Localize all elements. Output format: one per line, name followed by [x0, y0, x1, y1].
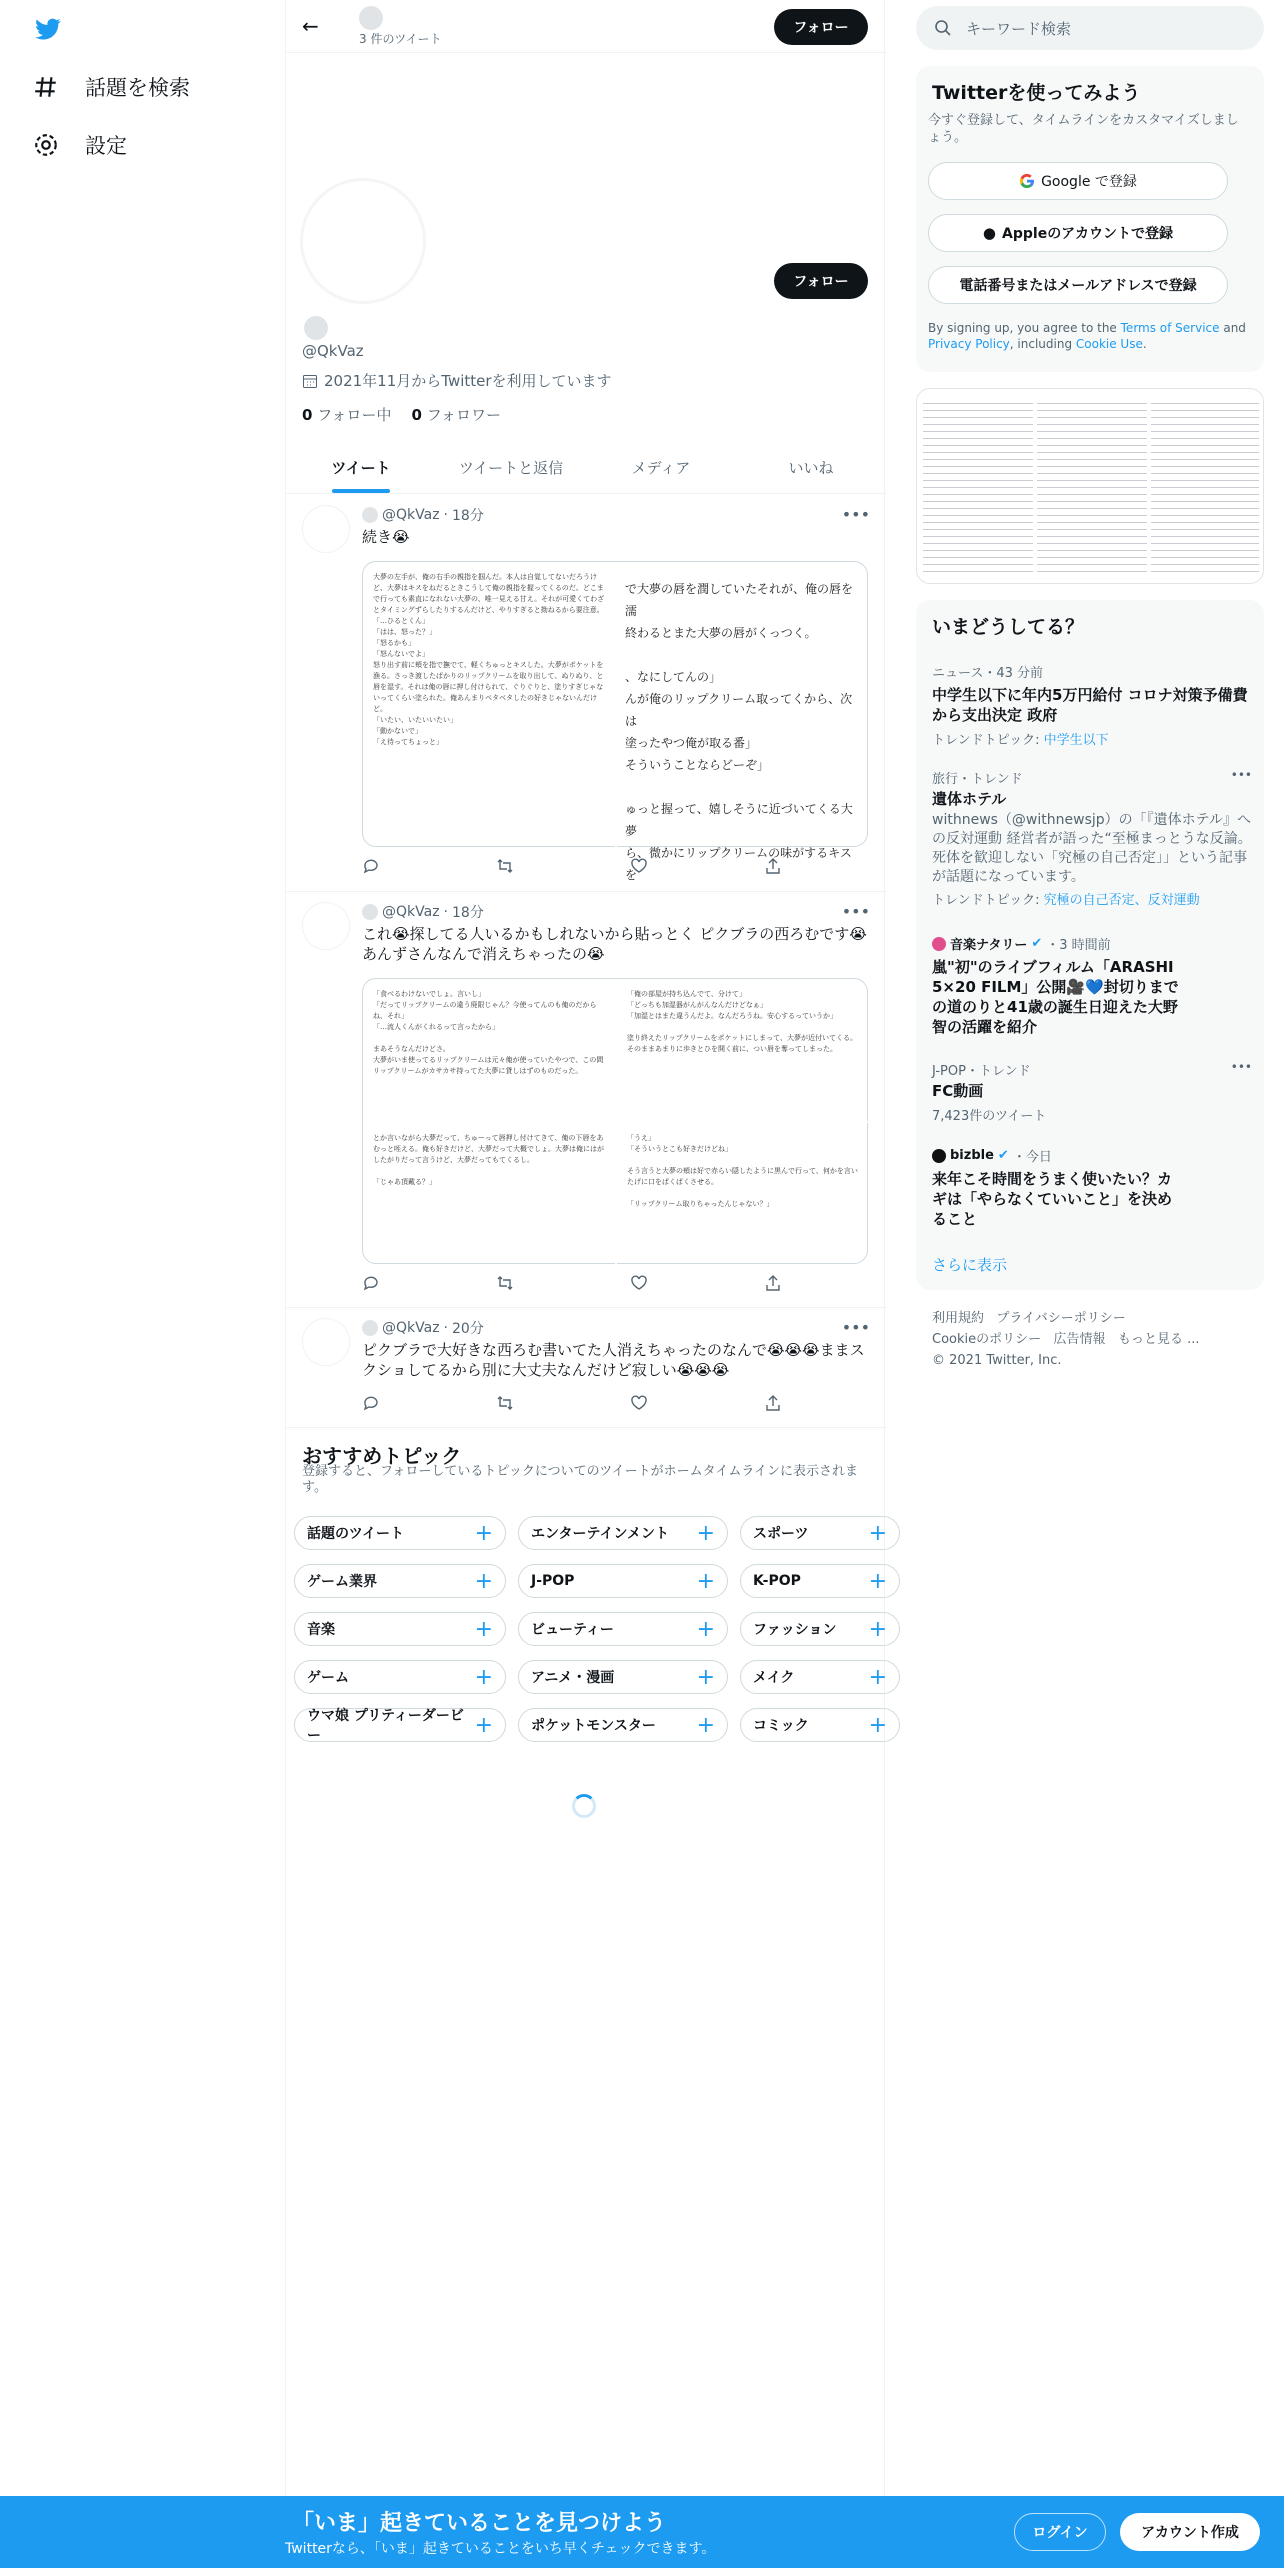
trend-source: 音楽ナタリー [950, 938, 1028, 953]
tweet-avatar[interactable] [302, 505, 350, 553]
apple-icon: ● [982, 224, 997, 242]
profile-tabs [286, 441, 886, 494]
plus-icon: + [868, 1664, 887, 1690]
trend-item[interactable]: 音楽ナタリー ✔ ・3 時間前 嵐"初"のライブフィルム「ARASHI 5×20 FILM」公開🎥💙封切りまでの道のりと41歳の誕生日迎えた大野智の活躍を紹介 [932, 934, 1252, 1037]
terms-notice: By signing up, you agree to the Terms of Service and Privacy Policy, including Cookie Use. [928, 321, 1246, 351]
nav-settings-label: 設定 [85, 134, 127, 158]
tweet-actions [362, 857, 782, 875]
tweet-time[interactable]: 18分 [452, 508, 484, 524]
more-icon[interactable]: ••• [841, 902, 870, 921]
joined-text: 2021年11月からTwitterを利用しています [324, 372, 612, 390]
topic-chip[interactable]: 話題のツイート + [294, 1516, 506, 1550]
plus-icon: + [474, 1712, 493, 1738]
topic-chip[interactable]: ウマ娘 プリティーダービー + [294, 1708, 506, 1742]
search-icon [934, 19, 952, 37]
followers-label: フォロワー [426, 406, 501, 424]
gallery-image[interactable] [1037, 397, 1147, 577]
tweet-actions [362, 1394, 782, 1412]
trend-topic-link[interactable]: 究極の自己否定、反対運動 [1043, 893, 1200, 908]
profile-handle: @QkVaz [302, 342, 364, 360]
tweet-handle[interactable]: @QkVaz [382, 904, 440, 920]
plus-icon: + [696, 1520, 715, 1546]
signup-title: Twitterを使ってみよう [932, 82, 1141, 104]
like-icon[interactable] [630, 1394, 648, 1412]
calendar-icon [302, 373, 318, 389]
like-icon[interactable] [630, 1274, 648, 1292]
twitter-logo-icon[interactable] [33, 16, 63, 42]
login-button[interactable]: ログイン [1014, 2513, 1106, 2551]
topic-chip[interactable]: ゲーム + [294, 1660, 506, 1694]
media-image-2: 「俺の部屋が持ち込んでて、分けて」 「どっちも加湿器がんがんなんだけどなぁ」 「加湿とはまた違うんだよ。なんだろうね。安心するっていうか」 塗り終えたリップクリームをポケットにしまって、大夢が近付いてくる。そのままあまりに歩きとひを開く前に、つい唇を奪ってしまった。 [627, 990, 858, 1053]
plus-icon: + [474, 1664, 493, 1690]
footer-link[interactable]: 利用規約 [932, 1311, 985, 1326]
trend-desc: withnews（@withnewsjp）の「『遺体ホテル』への反対運動 経営者が語った“至極まっとうな反論。 死体を歓迎しない「究極の自己否定」」という記事が話題になっています。 [932, 812, 1252, 885]
share-icon[interactable] [764, 1394, 782, 1412]
tweet-time[interactable]: 18分 [452, 905, 484, 921]
header-follow-button[interactable]: フォロー [774, 9, 868, 45]
trends-title: いまどうしてる？ [932, 616, 1085, 638]
tweet-avatar[interactable] [302, 902, 350, 950]
followers-count: 0 [411, 406, 422, 424]
bottom-signup-bar [0, 2496, 1284, 2568]
google-signup-button[interactable] [928, 162, 1228, 200]
media-image-1: 「食べるわけないでしょ。言いし」 「だってリップクリームの違う廃限じゃん？今使ってんのも俺のだからね、それ」 「…流人くんがくれるって言ったから」 まあそうなんだけどさ。 大夢がいま使ってるリップクリームは元々俺が使っていたやつで、この間リップクリームがカサカサ持ってた大夢に貸しはずのものだった。 [373, 990, 604, 1075]
tweet-header: @QkVaz · 18分 [362, 902, 484, 922]
footer-link[interactable]: プライバシーポリシー [996, 1311, 1126, 1326]
media-image-right: で大夢の唇を潤していたそれが、俺の唇を濡 終わるとまた大夢の唇がくっつく。 、なにしてんの」 んが俺のリップクリーム取ってくから、次は 塗ったやつ俺が取る番」 そういうことならどーぞ」 ゅっと握って、嬉しそうに近づいてくる大夢 ら、微かにリップクリームの味がするキスを [625, 582, 854, 882]
show-more-link[interactable]: さらに表示 [932, 1256, 1008, 1274]
name-placeholder [362, 507, 378, 523]
apple-signup-button[interactable] [928, 214, 1228, 252]
joined-date [302, 370, 612, 391]
share-icon[interactable] [764, 857, 782, 875]
topic-chip[interactable]: ビューティー + [518, 1612, 728, 1646]
tweet-count: 3 件のツイート [359, 32, 442, 46]
trend-item[interactable] [932, 1060, 1252, 1124]
back-arrow-icon[interactable]: ← [302, 14, 319, 38]
nav-settings[interactable] [33, 130, 127, 160]
following-link[interactable] [302, 404, 391, 425]
topics-desc: 登録すると、フォローしているトピックについてのツイートがホームタイムラインに表示されます。 [302, 1464, 859, 1495]
tweet-header: @QkVaz · 18分 [362, 505, 484, 525]
plus-icon: + [696, 1568, 715, 1594]
reply-icon[interactable] [362, 857, 380, 875]
terms-link[interactable]: Terms of Service [1120, 321, 1220, 335]
retweet-icon[interactable] [496, 1274, 514, 1292]
media-image-left: 大夢の左手が、俺の右手の親指を掴んだ。本人は自覚してないだろうけど、大夢はキスをねだるときこうして俺の親指を握ってくるのだ。どこまで行っても素直になれない大夢の、唯一見える甘え。それが可愛くてわざとタイミングずらしたりするんだけど、やりすぎると拗ねるから要注意。 「…ひるとくん」 「はは、怒った？」 「怒るかも」 「怒んないでよ」 怒り出す前に頬を指で撫でて、軽くちゅっとキスした。大夢がポケットを漁る。さっき渡したばかりのリップクリームを取り出して、ぬりぬり、と唇を湿す。それは俺の唇に押し付けられて、ぐりぐりと、塗りすぎじゃないってくらい塗られた。俺あんまりベタベタしたの好きじゃないんだけど。 「いたい、いたいいたい」 「動かないで」 「え待ってちょっと」 [373, 573, 605, 746]
name-placeholder [362, 904, 378, 920]
following-count: 0 [302, 406, 313, 424]
signup-button[interactable]: アカウント作成 [1120, 2513, 1260, 2551]
follow-stats [302, 404, 501, 425]
topic-chip[interactable]: スポーツ + [740, 1516, 900, 1550]
more-icon[interactable]: ••• [841, 1318, 870, 1337]
topic-chip[interactable]: ポケットモンスター + [518, 1708, 728, 1742]
tab-tweets-replies[interactable]: ツイートと返信 [458, 458, 564, 477]
phone-signup-label: 電話番号またはメールアドレスで登録 [959, 278, 1197, 294]
like-icon[interactable] [630, 857, 648, 875]
plus-icon: + [696, 1664, 715, 1690]
plus-icon: + [474, 1568, 493, 1594]
privacy-link[interactable]: Privacy Policy [928, 337, 1010, 351]
media-image-4: 「うえ」 「そういうとこも好きだけどね」 そう言うと大夢の頬は好で赤らい隠したように黒んで行って、何かを言いたげに口をぱくぱくさせる。 「リップクリーム取りちゃったんじゃない？」 [627, 1134, 858, 1208]
name-placeholder [362, 1320, 378, 1336]
trend-meta: J-POP・トレンド [932, 1064, 1031, 1079]
plus-icon: + [474, 1520, 493, 1546]
trend-title: FC動画 [932, 1082, 984, 1100]
footer-links [932, 1308, 1252, 1371]
tweet[interactable] [286, 495, 886, 892]
tweet-text: 続き😭 [362, 528, 410, 546]
tweet-actions [362, 1274, 782, 1292]
nav-explore[interactable] [33, 72, 190, 102]
topic-chip[interactable]: アニメ・漫画 + [518, 1660, 728, 1694]
media-image-3: とか言いながら大夢だって、ちゅーって唇押し付けてきて、俺の下唇をあむっと咥える。俺も好きだけど、大夢だって大概でしょ。大夢は俺にはがしたがりだって言うけど、大夢だってもてくるし。 「じゃあ頂戴る？」 [373, 1134, 604, 1186]
cookie-link[interactable]: Cookie Use [1075, 337, 1143, 351]
footer-link[interactable]: もっと見る ... [1117, 1332, 1200, 1347]
plus-icon: + [868, 1712, 887, 1738]
source-avatar [932, 937, 946, 951]
tweet[interactable] [286, 892, 886, 1308]
trend-title: 来年こそ時間をうまく使いたい？カギは「やらなくていいこと」を決めること [932, 1170, 1173, 1228]
topic-chip[interactable]: メイク + [740, 1660, 900, 1694]
more-icon[interactable]: ••• [1230, 768, 1252, 782]
tweet-handle[interactable]: @QkVaz [382, 1320, 440, 1336]
trend-topic-link[interactable]: 中学生以下 [1043, 733, 1109, 748]
topics-grid [286, 1516, 887, 1756]
plus-icon: + [868, 1616, 887, 1642]
trend-item[interactable]: bizble ✔ ・今日 来年こそ時間をうまく使いたい？カギは「やらなくていいこと」を決めること [932, 1146, 1252, 1229]
topic-chip[interactable]: ファッション + [740, 1612, 900, 1646]
footer-link[interactable]: Cookieのポリシー [932, 1332, 1042, 1347]
tweet-media[interactable] [362, 561, 868, 882]
trend-source: bizble [950, 1148, 994, 1163]
tweet-text: ピクブラで大好きな西ろむ書いてた人消えちゃったのなんで😭😭😭ままスクショしてるから別に大丈夫なんだけど寂しい😭😭😭 [362, 1341, 865, 1379]
signup-box [916, 66, 1264, 372]
trends-box [916, 600, 1264, 1290]
plus-icon: + [696, 1616, 715, 1642]
trend-title: 嵐"初"のライブフィルム「ARASHI 5×20 FILM」公開🎥💙封切りまでの道のりと41歳の誕生日迎えた大野智の活躍を紹介 [932, 958, 1179, 1036]
plus-icon: + [474, 1616, 493, 1642]
plus-icon: + [868, 1568, 887, 1594]
retweet-icon[interactable] [496, 1394, 514, 1412]
follow-button[interactable]: フォロー [774, 263, 868, 299]
trend-item[interactable]: ニュース・43 分前 中学生以下に年内5万円給付 コロナ対策予備費から支出決定 政府 トレンドトピック: 中学生以下 [932, 662, 1252, 748]
trend-title: 遺体ホテル [932, 790, 1007, 808]
tweet-media[interactable] [362, 978, 868, 1264]
bottom-title: 「いま」起きていることを見つけよう [292, 2511, 667, 2536]
tweet-handle[interactable]: @QkVaz [382, 507, 440, 523]
main-column [285, 0, 885, 2500]
signup-desc: 今すぐ登録して、タイムラインをカスタマイズしましょう。 [928, 113, 1239, 145]
loading-spinner [572, 1794, 596, 1818]
topic-chip[interactable]: K-POP + [740, 1564, 900, 1598]
profile-header-bar [286, 0, 886, 53]
tab-tweets[interactable]: ツイート [286, 441, 436, 493]
more-icon[interactable]: ••• [1230, 1060, 1252, 1074]
bottom-subtitle: Twitterなら、「いま」起きていることをいち早くチェックできます。 [285, 2541, 716, 2557]
search-placeholder: キーワード検索 [966, 19, 1072, 38]
tweet-avatar[interactable] [302, 1318, 350, 1366]
share-icon[interactable] [764, 1274, 782, 1292]
followers-link[interactable] [411, 404, 500, 425]
apple-signup-label: Appleのアカウントで登録 [1002, 226, 1174, 242]
reply-icon[interactable] [362, 1274, 380, 1292]
topic-chip[interactable]: J-POP + [518, 1564, 728, 1598]
search-input[interactable] [916, 6, 1264, 50]
tab-media[interactable]: メディア [631, 458, 691, 477]
tweet[interactable] [286, 1308, 886, 1428]
media-gallery[interactable] [916, 388, 1264, 584]
topic-chip[interactable]: コミック + [740, 1708, 900, 1742]
nav-explore-label: 話題を検索 [85, 76, 190, 100]
gallery-image[interactable] [923, 397, 1033, 577]
trend-tweet-count: 7,423件のツイート [932, 1109, 1047, 1124]
tweet-time[interactable]: 20分 [452, 1321, 484, 1337]
trend-meta: ニュース・43 分前 [932, 666, 1044, 681]
phone-email-signup-button[interactable] [928, 266, 1228, 304]
copyright: © 2021 Twitter, Inc. [932, 1353, 1062, 1368]
retweet-icon[interactable] [496, 857, 514, 875]
hashtag-icon [33, 74, 59, 100]
display-name-placeholder [304, 316, 328, 340]
more-icon[interactable]: ••• [841, 505, 870, 524]
following-label: フォロー中 [317, 406, 392, 424]
tab-likes[interactable]: いいね [788, 458, 834, 477]
verified-icon: ✔ [1031, 936, 1043, 951]
gear-icon [33, 132, 59, 158]
footer-link[interactable]: 広告情報 [1053, 1332, 1106, 1347]
trend-item[interactable]: 旅行・トレンド ••• 遺体ホテル withnews（@withnewsjp）の「『遺体ホテル』への反対運動 経営者が語った“至極まっとうな反論。 死体を歓迎しない「究極の自己否定」」という記事が話題になっています。 トレンドトピック: 究極の自己否定、反対運動 [932, 768, 1252, 908]
topic-chip[interactable]: エンターテインメント + [518, 1516, 728, 1550]
plus-icon: + [696, 1712, 715, 1738]
google-icon [1019, 173, 1035, 189]
trend-title: 中学生以下に年内5万円給付 コロナ対策予備費から支出決定 政府 [932, 686, 1248, 724]
topics-title: おすすめトピック [302, 1444, 462, 1468]
source-avatar [932, 1149, 946, 1163]
topic-chip[interactable]: 音楽 + [294, 1612, 506, 1646]
topic-chip[interactable]: ゲーム業界 + [294, 1564, 506, 1598]
tweet-text: これ😭探してる人いるかもしれないから貼っとく ピクブラの西ろむです😭あんずさんなんで消えちゃったの😭 [362, 925, 867, 963]
verified-icon: ✔ [997, 1148, 1009, 1163]
google-signup-label: Google で登録 [1041, 174, 1137, 190]
header-name-placeholder [359, 6, 383, 30]
plus-icon: + [868, 1520, 887, 1546]
trend-meta: 旅行・トレンド [932, 772, 1023, 787]
left-nav [0, 0, 285, 2568]
gallery-image[interactable] [1151, 397, 1259, 577]
reply-icon[interactable] [362, 1394, 380, 1412]
profile-avatar[interactable] [300, 178, 426, 304]
tweet-header: @QkVaz · 20分 [362, 1318, 484, 1338]
